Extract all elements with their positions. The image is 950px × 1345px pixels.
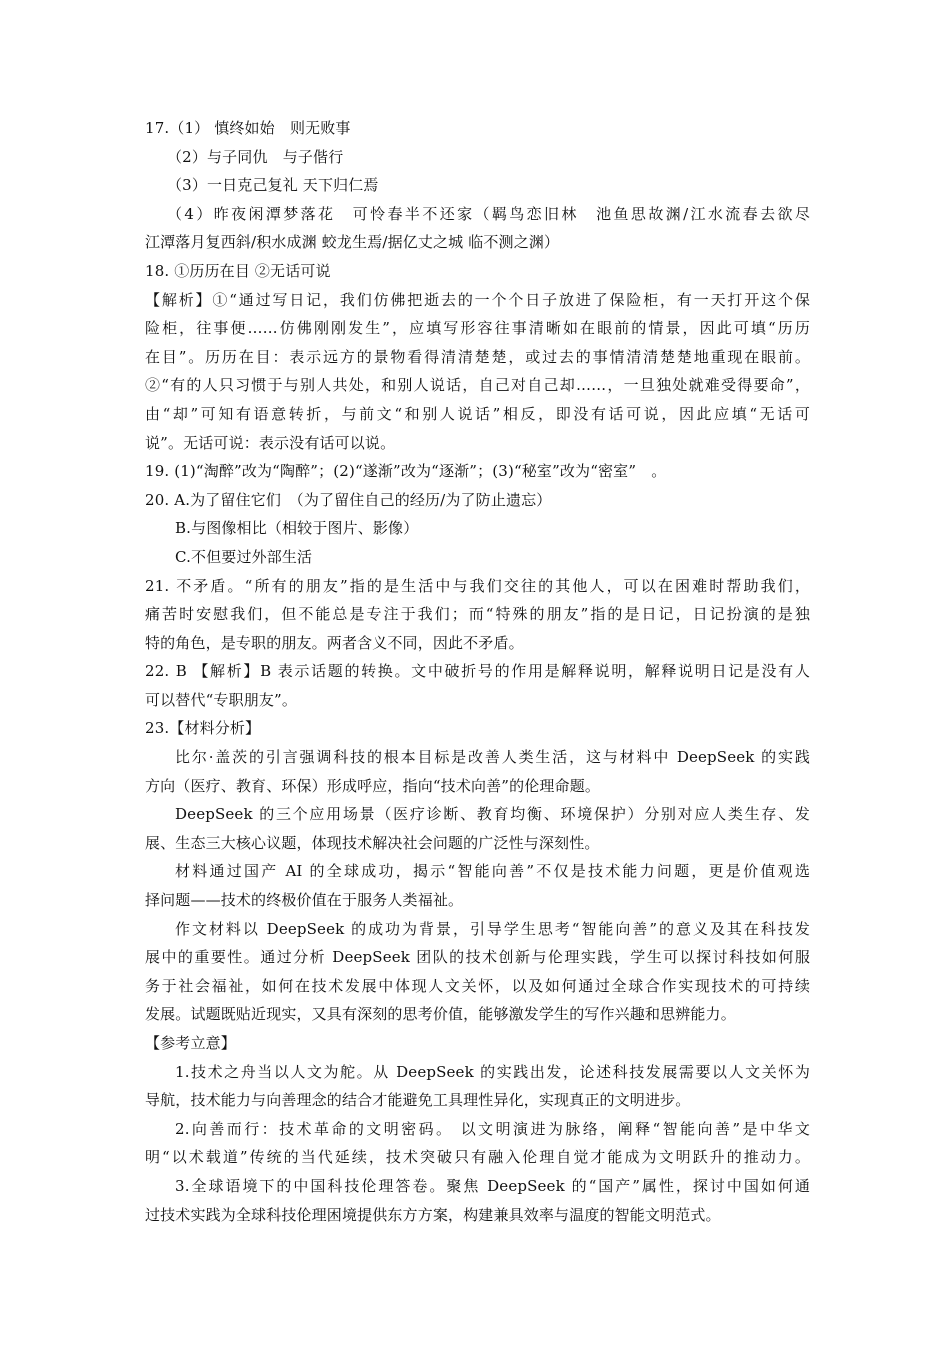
answer-22-line: 22. B 【解析】B 表示话题的转换。文中破折号的作用是解释说明，解释说明日记是没有人 xyxy=(145,662,810,681)
answer-21-line: 特的角色，是专职的朋友。两者含义不同，因此不矛盾。 xyxy=(145,633,524,652)
answer-17-item-4: （4）昨夜闲潭梦落花 可怜春半不还家（羁鸟恋旧林 池鱼思故渊/江水流春去欲尽 xyxy=(167,204,810,223)
answer-17-item-3: （3）一日克己复礼 天下归仁焉 xyxy=(167,176,379,195)
analysis-18-line: 说”。无话可说：表示没有话可以说。 xyxy=(145,433,396,452)
material-analysis-line: 作文材料以 DeepSeek 的成功为背景，引导学生思考“智能向善”的意义及其在科技发 xyxy=(175,919,810,938)
analysis-18-line: 险柜，往事便……仿佛刚刚发生”，应填写形容往事清晰如在眼前的情景，因此可填“历历 xyxy=(145,319,810,338)
material-analysis-line: 材料通过国产 AI 的全球成功，揭示“智能向善”不仅是技术能力问题，更是价值观选 xyxy=(175,862,810,881)
material-analysis-line: 展、生态三大核心议题，体现技术解决社会问题的广泛性与深刻性。 xyxy=(145,833,600,852)
material-analysis-line: 方向（医疗、教育、环保）形成呼应，指向“技术向善”的伦理命题。 xyxy=(145,776,600,795)
reference-idea-line: 导航，技术能力与向善理念的结合才能避免工具理性异化，实现真正的文明进步。 xyxy=(145,1091,691,1110)
material-analysis-line: DeepSeek 的三个应用场景（医疗诊断、教育均衡、环境保护）分别对应人类生存、发 xyxy=(175,805,810,824)
reference-idea-line: 明“以术载道”传统的当代延续，技术突破只有融入伦理自觉才能成为文明跃升的推动力。 xyxy=(145,1148,810,1167)
answer-22-line: 可以替代“专职朋友”。 xyxy=(145,690,297,709)
answer-19: 19. (1)“淘醉”改为“陶醉”；(2)“遂渐”改为“逐渐”；(3)“秘室”改为“密室” 。 xyxy=(145,462,667,481)
material-analysis-line: 务于社会福祉，如何在技术发展中体现人文关怀，以及如何通过全球合作实现技术的可持续 xyxy=(145,976,810,995)
reference-idea-line: 2.向善而行：技术革命的文明密码。 以文明演进为脉络，阐释“智能向善”是中华文 xyxy=(175,1119,810,1138)
analysis-18-line: ②“有的人只习惯于与别人共处，和别人说话，自己对自己却……，一旦独处就难受得要命”， xyxy=(145,376,810,395)
analysis-18-line: 由“却”可知有语意转折，与前文“和别人说话”相反，即没有话可说，因此应填“无话可 xyxy=(145,404,810,423)
material-analysis-line: 择问题——技术的终极价值在于服务人类福祉。 xyxy=(145,891,464,910)
answer-20-a: 20. A.为了留住它们 （为了留住自己的经历/为了防止遗忘） xyxy=(145,490,552,509)
answer-23-heading: 23.【材料分析】 xyxy=(145,719,261,738)
answer-18: 18. ①历历在目 ②无话可说 xyxy=(145,261,331,280)
material-analysis-line: 比尔·盖茨的引言强调科技的根本目标是改善人类生活，这与材料中 DeepSeek 的实践 xyxy=(175,748,810,767)
answer-document xyxy=(145,114,810,1229)
reference-idea-line: 3.全球语境下的中国科技伦理答卷。聚焦 DeepSeek 的“国产”属性，探讨中国如何通 xyxy=(175,1176,810,1195)
answer-17-item-4-cont: 江潭落月复西斜/积水成渊 蛟龙生焉/据亿丈之城 临不测之渊） xyxy=(145,233,560,252)
reference-idea-line: 过技术实践为全球科技伦理困境提供东方方案，构建兼具效率与温度的智能文明范式。 xyxy=(145,1205,721,1224)
answer-21-line: 痛苦时安慰我们，但不能总是专注于我们；而“特殊的朋友”指的是日记，日记扮演的是独 xyxy=(145,605,810,624)
material-analysis-line: 展中的重要性。通过分析 DeepSeek 团队的技术创新与伦理实践，学生可以探讨科技如何服 xyxy=(145,948,810,967)
answer-20-b: B.与图像相比（相较于图片、影像） xyxy=(175,519,419,538)
answer-17-item-2: （2）与子同仇 与子偕行 xyxy=(167,147,344,166)
answer-20-c: C.不但要过外部生活 xyxy=(175,547,313,566)
answer-21-line: 21. 不矛盾。“所有的朋友”指的是生活中与我们交往的其他人，可以在困难时帮助我们， xyxy=(145,576,810,595)
reference-idea-line: 1.技术之舟当以人文为舵。从 DeepSeek 的实践出发，论述科技发展需要以人文关怀为 xyxy=(175,1062,810,1081)
reference-ideas-heading: 【参考立意】 xyxy=(145,1034,236,1052)
analysis-18-line: 【解析】①“通过写日记，我们仿佛把逝去的一个个日子放进了保险柜，有一天打开这个保 xyxy=(145,290,810,309)
analysis-18-line: 在目”。历历在目：表示远方的景物看得清清楚楚，或过去的事情清清楚楚地重现在眼前。 xyxy=(145,347,810,366)
material-analysis-line: 发展。试题既贴近现实，又具有深刻的思考价值，能够激发学生的写作兴趣和思辨能力。 xyxy=(145,1005,736,1024)
answer-17-heading: 17.（1） 慎终如始 则无败事 xyxy=(145,119,351,137)
